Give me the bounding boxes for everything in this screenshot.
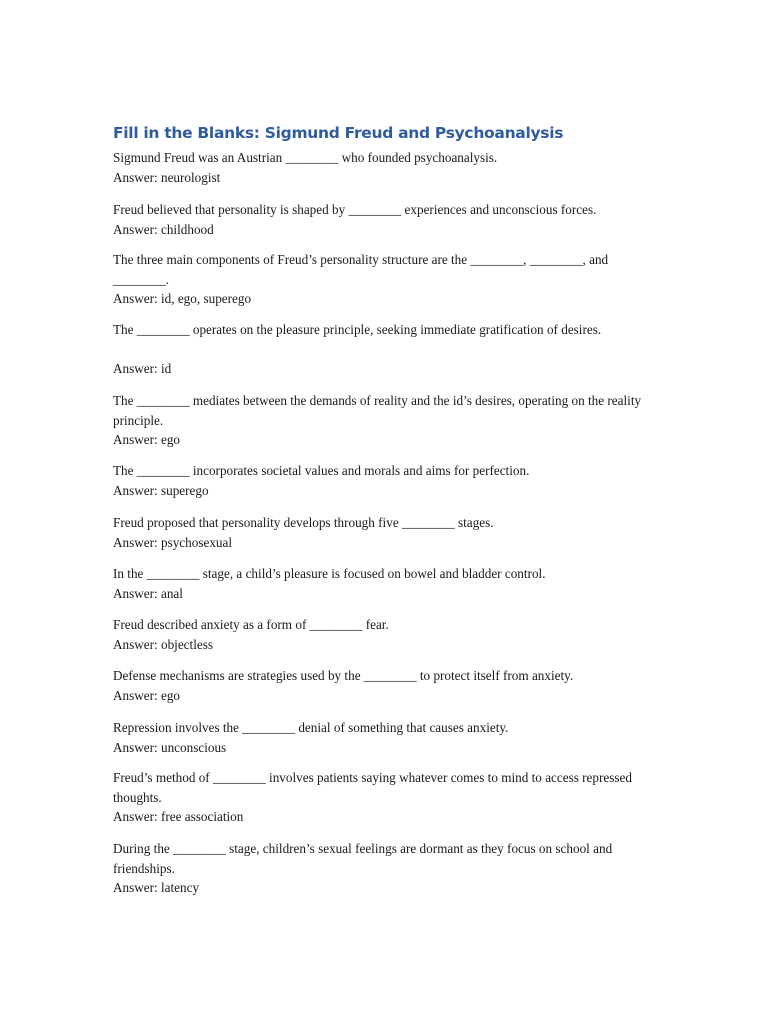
question-text: Repression involves the ________ denial of something that causes anxiety. [113, 720, 509, 735]
question-text: Freud believed that personality is shaped by ________ experiences and unconscious forces. [113, 202, 597, 217]
question-item [113, 148, 658, 187]
answer-text: Answer: latency [113, 880, 200, 895]
answer-text: Answer: unconscious [113, 739, 227, 755]
answer-text: Answer: id [113, 360, 172, 376]
question-item [113, 564, 658, 603]
question-text: During the ________ stage, children’s sexual feelings are dormant as they focus on school and friendships. [113, 841, 613, 876]
answer-text: Answer: psychosexual [113, 534, 233, 550]
question-item [113, 839, 658, 898]
question-item [113, 320, 658, 378]
question-item [113, 718, 658, 757]
question-item [113, 391, 658, 450]
question-item [113, 461, 658, 500]
question-text: The ________ incorporates societal values and morals and aims for perfection. [113, 463, 530, 478]
question-item [113, 250, 658, 309]
question-item [113, 200, 658, 239]
answer-text: Answer: ego [113, 432, 181, 447]
answer-text: Answer: free association [113, 809, 244, 824]
question-item [113, 666, 658, 705]
answer-text: Answer: anal [113, 585, 183, 601]
question-text: Freud’s method of ________ involves patients saying whatever comes to mind to access repressed thoughts. [113, 770, 632, 805]
question-text: Defense mechanisms are strategies used by the ________ to protect itself from anxiety. [113, 668, 574, 683]
question-text: The ________ mediates between the demands of reality and the id’s desires, operating on the reality principle. [113, 393, 642, 428]
document-title: Fill in the Blanks: Sigmund Freud and Psychoanalysis [113, 124, 564, 142]
question-item [113, 768, 658, 827]
question-text: Freud proposed that personality develops through five ________ stages. [113, 515, 494, 530]
question-item [113, 615, 658, 654]
question-text: The ________ operates on the pleasure principle, seeking immediate gratification of desires. [113, 322, 602, 337]
answer-text: Answer: objectless [113, 636, 213, 652]
answer-text: Answer: ego [113, 687, 181, 703]
question-item [113, 513, 658, 552]
answer-text: Answer: superego [113, 482, 209, 498]
answer-text: Answer: neurologist [113, 169, 221, 185]
question-text: Freud described anxiety as a form of ________ fear. [113, 617, 389, 632]
question-text: Sigmund Freud was an Austrian ________ who founded psychoanalysis. [113, 150, 498, 165]
question-text: In the ________ stage, a child’s pleasure is focused on bowel and bladder control. [113, 566, 546, 581]
question-text: The three main components of Freud’s personality structure are the ________, ________, and ________. [113, 252, 609, 287]
answer-text: Answer: childhood [113, 221, 214, 237]
answer-text: Answer: id, ego, superego [113, 291, 252, 306]
